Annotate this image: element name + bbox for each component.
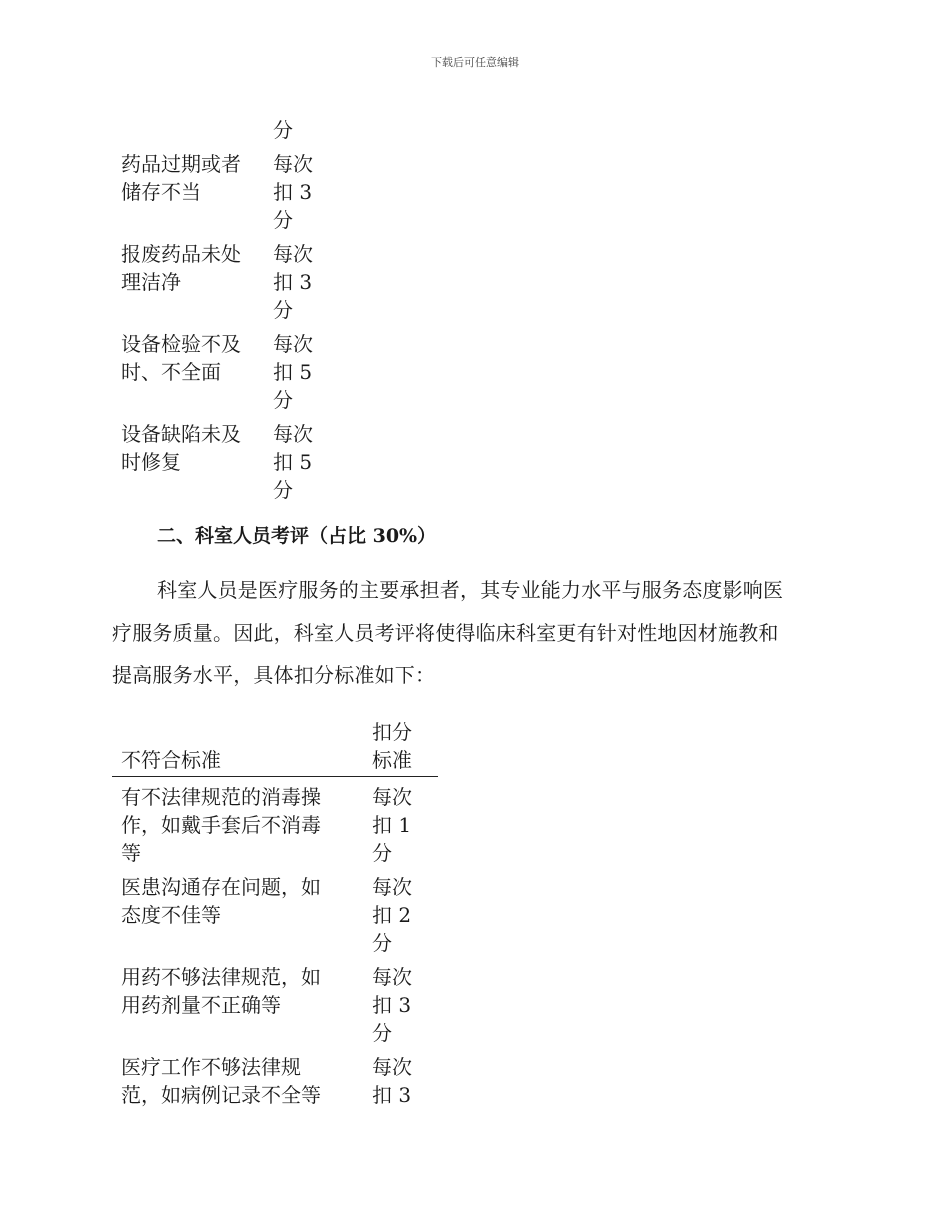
criterion-text: 医疗工作不够法律规 <box>121 1055 301 1079</box>
deduction-text: 分 <box>273 478 293 502</box>
criterion-text: 医患沟通存在问题，如 <box>121 875 321 899</box>
column-header-criterion: 不符合标准 <box>121 748 221 772</box>
deduction-text: 扣 3 <box>273 270 313 294</box>
deduction-text: 分 <box>273 388 293 412</box>
paragraph-line: 提高服务水平，具体扣分标准如下： <box>112 663 436 687</box>
deduction-text: 每次 <box>372 875 412 899</box>
paragraph-line: 疗服务质量。因此，科室人员考评将使得临床科室更有针对性地因材施教和 <box>112 621 779 645</box>
criterion-text: 态度不佳等 <box>121 903 221 927</box>
deduction-text: 分 <box>273 208 293 232</box>
criterion-text: 储存不当 <box>121 180 201 204</box>
deduction-text: 每次 <box>273 152 313 176</box>
section-heading: 二、科室人员考评（占比 30%） <box>157 525 437 547</box>
deduction-text: 扣 5 <box>273 360 313 384</box>
deduction-text: 每次 <box>273 332 313 356</box>
criterion-text: 有不法律规范的消毒操 <box>121 785 321 809</box>
column-header-deduction: 标准 <box>372 748 412 772</box>
deduction-text: 分 <box>372 841 392 865</box>
deduction-text: 扣 3 <box>372 1083 412 1107</box>
header-divider <box>112 776 438 777</box>
deduction-text: 扣 3 <box>273 180 313 204</box>
deduction-continuation: 分 <box>273 118 293 142</box>
criterion-text: 用药不够法律规范，如 <box>121 965 321 989</box>
criterion-text: 药品过期或者 <box>121 152 241 176</box>
page-header: 下载后可任意编辑 <box>431 56 519 69</box>
criterion-text: 设备检验不及 <box>121 332 241 356</box>
criterion-text: 范，如病例记录不全等 <box>121 1083 321 1107</box>
deduction-text: 扣 5 <box>273 450 313 474</box>
deduction-text: 每次 <box>273 242 313 266</box>
deduction-text: 每次 <box>372 965 412 989</box>
deduction-text: 扣 1 <box>372 813 412 837</box>
paragraph-line: 科室人员是医疗服务的主要承担者，其专业能力水平与服务态度影响医 <box>157 578 784 602</box>
deduction-text: 每次 <box>372 1055 412 1079</box>
criterion-text: 作，如戴手套后不消毒 <box>121 813 321 837</box>
criterion-text: 等 <box>121 841 141 865</box>
deduction-text: 每次 <box>372 785 412 809</box>
column-header-deduction: 扣分 <box>372 720 412 744</box>
deduction-text: 分 <box>372 1021 392 1045</box>
criterion-text: 时、不全面 <box>121 360 221 384</box>
criterion-text: 时修复 <box>121 450 181 474</box>
criterion-text: 报废药品未处 <box>121 242 241 266</box>
deduction-text: 分 <box>273 298 293 322</box>
deduction-text: 扣 3 <box>372 993 412 1017</box>
deduction-text: 扣 2 <box>372 903 412 927</box>
criterion-text: 理洁净 <box>121 270 181 294</box>
criterion-text: 设备缺陷未及 <box>121 422 241 446</box>
criterion-text: 用药剂量不正确等 <box>121 993 281 1017</box>
deduction-text: 每次 <box>273 422 313 446</box>
deduction-text: 分 <box>372 931 392 955</box>
